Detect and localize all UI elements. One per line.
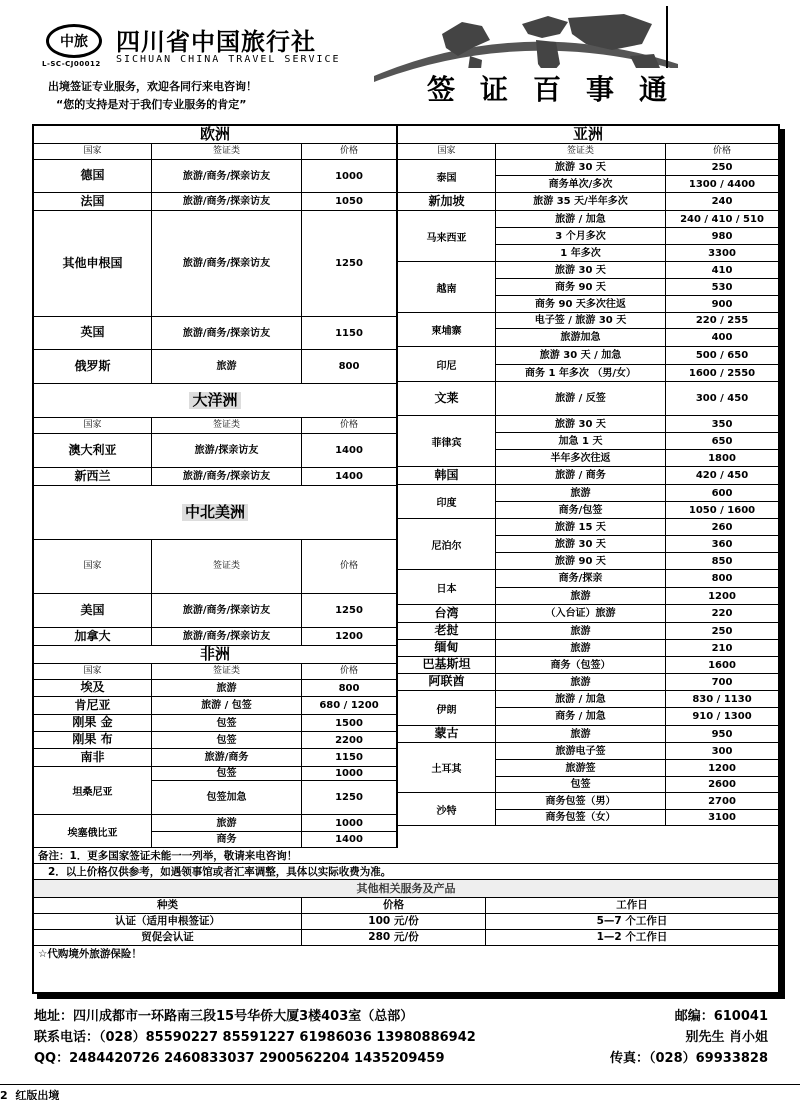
- visa-price: 800: [338, 361, 360, 372]
- page-number: 2: [0, 1089, 8, 1100]
- section-title-europe: [34, 126, 396, 144]
- visa-type: 旅游: [152, 350, 302, 383]
- column-divider: [396, 126, 398, 848]
- section-title-namerica-cell: [34, 486, 396, 539]
- note-1: 备注：1．更多国家签证未能一一列举，敬请来电咨询！: [34, 848, 778, 864]
- notes-section: [34, 848, 778, 962]
- visa-price: 530: [711, 281, 733, 293]
- phone-numbers: 联系电话：（028）85590227 85591227 61986036 13980886942: [34, 1030, 476, 1045]
- visa-type: 商务包签（男）: [496, 793, 666, 809]
- header-country: 国家: [34, 664, 152, 679]
- visa-price: 1000: [335, 817, 363, 829]
- svc-type: 贸促会认证: [34, 930, 302, 945]
- visa-price: 210: [711, 642, 733, 654]
- visa-type: 商务 90 天: [496, 279, 666, 295]
- country-name: 俄罗斯: [34, 350, 152, 383]
- table-row: [398, 657, 778, 674]
- visa-type: 旅游/商务/探亲访友: [152, 628, 302, 645]
- svc-type: 认证（适用申根签证）: [34, 914, 302, 929]
- section-title-asia-text: 亚洲: [572, 126, 603, 143]
- section-title-asia: [398, 126, 778, 144]
- country-name: 其他申根国: [34, 211, 152, 316]
- country-name: 新西兰: [34, 468, 152, 485]
- visa-price: 420 / 450: [695, 470, 749, 481]
- page-title: 签证百事通: [423, 68, 696, 108]
- column-header-row: [34, 144, 396, 160]
- visa-type: 旅游 30 天: [496, 160, 666, 175]
- contact-persons: 别先生 肖小姐: [685, 1030, 768, 1045]
- visa-type: 包签: [152, 767, 302, 780]
- visa-price: 850: [711, 555, 733, 567]
- svc-header-days: 工作日: [616, 898, 648, 911]
- section-title-europe-text: 欧洲: [199, 126, 230, 143]
- svc-days: 1—2 个工作日: [596, 930, 668, 943]
- visa-price: 300: [711, 745, 733, 757]
- visa-price: 2700: [708, 795, 736, 807]
- country-name: 尼泊尔: [398, 519, 496, 570]
- visa-type: 1 年多次: [496, 245, 666, 261]
- country-name: 刚果 金: [34, 715, 152, 731]
- visa-type: 商务/探亲: [496, 570, 666, 587]
- visa-type: 包签: [152, 732, 302, 748]
- visa-price: 1500: [335, 717, 363, 729]
- visa-price: 1200: [708, 762, 736, 774]
- visa-price: 950: [711, 728, 733, 740]
- table-row: [34, 468, 396, 486]
- country-name: 泰国: [398, 160, 496, 193]
- country-name: 菲律宾: [398, 416, 496, 467]
- section-title-africa-text: 非洲: [199, 646, 230, 663]
- visa-price: 700: [711, 676, 733, 688]
- visa-price: 1000: [335, 768, 363, 779]
- table-row: [34, 160, 396, 193]
- country-name: 蒙古: [398, 726, 496, 742]
- country-name: 坦桑尼亚: [34, 767, 152, 815]
- section-title-asia-cell: [398, 126, 778, 143]
- table-row: [398, 640, 778, 657]
- header-visa-type: 签证类: [152, 664, 302, 679]
- visa-type: 商务 1 年多次 （男/女）: [496, 365, 666, 381]
- visa-price: 240 / 410 / 510: [680, 213, 764, 225]
- visa-type: 商务 90 天多次往返: [496, 296, 666, 312]
- visa-price: 350: [711, 418, 733, 430]
- visa-price: 250: [711, 625, 733, 637]
- table-row: [34, 350, 396, 384]
- visa-type: 旅游 30 天: [496, 262, 666, 278]
- country-name: 日本: [398, 570, 496, 605]
- visa-price: 1200: [335, 631, 363, 642]
- header-country: 国家: [34, 540, 152, 593]
- license-number: L-SC-CJ00012: [42, 60, 101, 68]
- header-country: 国家: [34, 144, 152, 159]
- visa-price-grid: [34, 126, 778, 848]
- visa-price: 3100: [708, 812, 736, 823]
- table-row: [398, 674, 778, 691]
- visa-price: 980: [711, 230, 733, 242]
- table-row: [34, 680, 396, 697]
- visa-type: 旅游/商务/探亲访友: [152, 211, 302, 316]
- visa-type: 旅游: [152, 815, 302, 831]
- visa-price: 260: [711, 521, 733, 533]
- header-price: 价格: [712, 145, 731, 156]
- table-row: [34, 434, 396, 468]
- visa-price: 1600: [708, 659, 736, 671]
- table-row: [398, 623, 778, 640]
- country-name: 越南: [398, 262, 496, 313]
- visa-type: 包签: [152, 715, 302, 731]
- visa-type: 旅游 / 包签: [152, 697, 302, 714]
- svc-header-type: 种类: [34, 898, 302, 913]
- page-footer: [0, 1087, 59, 1100]
- page-header: [0, 0, 800, 125]
- table-row: [34, 697, 396, 715]
- visa-type: 旅游 15 天: [496, 519, 666, 535]
- column-header-row: [34, 540, 396, 594]
- table-row: [398, 193, 778, 211]
- table-row: [34, 211, 396, 317]
- country-name: 埃塞俄比亚: [34, 815, 152, 848]
- country-name: 肯尼亚: [34, 697, 152, 714]
- country-name: 南非: [34, 749, 152, 766]
- visa-type: 旅游电子签: [496, 743, 666, 759]
- column-header-row: [34, 418, 396, 434]
- visa-price: 1800: [708, 452, 736, 464]
- visa-price: 1150: [335, 327, 363, 339]
- country-name: 埃及: [34, 680, 152, 696]
- visa-price: 1400: [335, 471, 363, 482]
- visa-price: 410: [711, 264, 733, 276]
- visa-price: 3300: [708, 247, 736, 259]
- visa-price: 650: [711, 435, 733, 447]
- visa-price: 220 / 255: [695, 315, 749, 326]
- country-name: 新加坡: [398, 193, 496, 210]
- header-visa-type: 签证类: [152, 144, 302, 159]
- visa-type: 旅游 / 加急: [496, 691, 666, 707]
- visa-type: 旅游/商务/探亲访友: [152, 317, 302, 349]
- note-2: 2．以上价格仅供参考，如遇领事馆或者汇率调整，具体以实际收费为准。: [34, 864, 778, 880]
- visa-price: 2600: [708, 779, 736, 790]
- contact-footer: [34, 1006, 794, 1069]
- visa-type: 旅游 90 天: [496, 553, 666, 569]
- service-row: [34, 914, 778, 930]
- section-title-oceania-text: 大洋洲: [189, 392, 240, 409]
- postcode: 邮编：610041: [674, 1009, 768, 1024]
- country-name: 文莱: [398, 382, 496, 415]
- visa-type: 旅游/商务/探亲访友: [152, 160, 302, 192]
- svc-header-price: 价格: [302, 898, 486, 913]
- table-row: [34, 317, 396, 350]
- table-row: [398, 726, 778, 743]
- visa-price: 1050: [335, 196, 363, 207]
- visa-type: 旅游加急: [496, 329, 666, 346]
- visa-type: 商务/包签: [496, 502, 666, 518]
- visa-type: 电子签 / 旅游 30 天: [496, 313, 666, 328]
- visa-price: 1400: [335, 445, 363, 456]
- company-name-cn: 四川省中国旅行社: [116, 27, 316, 56]
- visa-type: 旅游: [496, 640, 666, 656]
- country-name: 沙特: [398, 793, 496, 826]
- country-name: 印度: [398, 485, 496, 519]
- visa-type: 半年多次往返: [496, 450, 666, 466]
- country-name: 阿联酋: [398, 674, 496, 690]
- header-visa-type: 签证类: [496, 144, 666, 159]
- visa-type: 商务（包签）: [496, 657, 666, 673]
- visa-type: 旅游/商务: [152, 749, 302, 766]
- visa-type: 旅游/商务/探亲访友: [152, 594, 302, 627]
- visa-type: 商务单次/多次: [496, 176, 666, 192]
- visa-type: 旅游/探亲访友: [152, 434, 302, 467]
- visa-price: 250: [711, 162, 733, 173]
- section-title-oceania-cell: [34, 384, 396, 417]
- visa-type: 旅游: [496, 726, 666, 742]
- visa-type: 3 个月多次: [496, 228, 666, 244]
- table-row: [34, 594, 396, 628]
- svc-price: 100 元/份: [302, 914, 486, 929]
- visa-type: 商务: [152, 832, 302, 847]
- header-country: 国家: [34, 418, 152, 433]
- header-visa-type: 签证类: [152, 540, 302, 593]
- country-name: 英国: [34, 317, 152, 349]
- tagline-2: “您的支持是对于我们专业服务的肯定”: [56, 98, 247, 111]
- visa-type: 旅游 30 天: [496, 536, 666, 552]
- visa-price: 1000: [335, 170, 363, 182]
- header-visa-type: 签证类: [152, 418, 302, 433]
- visa-price: 1250: [335, 792, 363, 803]
- country-name: 伊朗: [398, 691, 496, 726]
- column-header-row: [34, 664, 396, 680]
- visa-price: 1150: [335, 752, 363, 763]
- visa-type: 旅游 35 天/半年多次: [496, 193, 666, 210]
- section-title-namerica-text: 中北美洲: [182, 504, 248, 521]
- visa-price: 400: [711, 332, 733, 343]
- table-row: [34, 628, 396, 646]
- header-price: 价格: [339, 419, 358, 430]
- visa-price: 1600 / 2550: [688, 367, 756, 379]
- country-name: 土耳其: [398, 743, 496, 793]
- visa-price: 500 / 650: [695, 350, 749, 361]
- visa-type: 旅游 / 加急: [496, 211, 666, 227]
- svc-price: 280 元/份: [302, 930, 486, 945]
- visa-type: 旅游: [496, 588, 666, 604]
- country-name: 美国: [34, 594, 152, 627]
- visa-type: （入台证）旅游: [496, 605, 666, 622]
- visa-price: 2200: [335, 734, 363, 746]
- visa-type: 旅游 / 商务: [496, 467, 666, 484]
- table-row: [398, 467, 778, 485]
- section-title-namerica: [34, 486, 396, 540]
- tagline-1: 出境签证专业服务，欢迎各同行来电咨询！: [48, 80, 257, 93]
- table-row: [398, 382, 778, 416]
- visa-price: 1300 / 4400: [688, 178, 756, 190]
- visa-price: 800: [338, 682, 360, 694]
- visa-price: 300 / 450: [695, 393, 749, 404]
- visa-type: 旅游/商务/探亲访友: [152, 468, 302, 485]
- visa-type: 旅游: [496, 485, 666, 501]
- country-name: 加拿大: [34, 628, 152, 645]
- insurance-note: ☆代购境外旅游保险！: [38, 948, 142, 960]
- table-row: [34, 715, 396, 732]
- visa-price: 830 / 1130: [692, 693, 752, 705]
- section-title-africa-cell: [34, 646, 396, 663]
- fax-number: 传真：（028）69933828: [610, 1051, 768, 1066]
- country-name: 德国: [34, 160, 152, 192]
- visa-type: 旅游 30 天: [496, 416, 666, 432]
- table-row: [398, 605, 778, 623]
- company-logo: [46, 24, 102, 58]
- visa-type: 旅游 / 反签: [496, 382, 666, 415]
- visa-price: 1250: [335, 605, 363, 616]
- visa-type: 包签: [496, 777, 666, 792]
- country-name: 澳大利亚: [34, 434, 152, 467]
- visa-price: 1400: [335, 834, 363, 845]
- services-title: 其他相关服务及产品: [34, 880, 778, 898]
- visa-price: 1250: [335, 258, 363, 269]
- visa-type: 旅游 30 天 / 加急: [496, 347, 666, 364]
- column-header-row: [398, 144, 778, 160]
- section-name: 红版出境: [15, 1089, 60, 1100]
- svc-days: 5—7 个工作日: [596, 914, 668, 927]
- visa-price: 900: [711, 298, 733, 310]
- visa-type: 旅游: [152, 680, 302, 696]
- header-price: 价格: [339, 560, 358, 571]
- visa-price: 240: [711, 196, 733, 207]
- visa-type: 加急 1 天: [496, 433, 666, 449]
- country-name: 印尼: [398, 347, 496, 382]
- visa-type: 旅游: [496, 623, 666, 639]
- country-name: 马来西亚: [398, 211, 496, 262]
- header-price: 价格: [339, 145, 358, 156]
- visa-price: 680 / 1200: [319, 700, 379, 711]
- visa-price: 220: [711, 608, 733, 619]
- header-price: 价格: [339, 665, 358, 676]
- visa-price-panel: [32, 124, 780, 994]
- visa-price: 1050 / 1600: [688, 504, 756, 516]
- section-title-europe-cell: [34, 126, 396, 143]
- visa-price: 910 / 1300: [692, 711, 752, 722]
- logo-text: 中旅: [60, 34, 88, 50]
- visa-price: 360: [711, 538, 733, 550]
- qq-numbers: QQ：2484420726 2460833037 2900562204 1435209459: [34, 1051, 445, 1066]
- visa-type: 旅游签: [496, 760, 666, 776]
- visa-price: 600: [711, 487, 733, 499]
- company-name-en: SICHUAN CHINA TRAVEL SERVICE: [116, 54, 341, 65]
- visa-type: 旅游/商务/探亲访友: [152, 193, 302, 210]
- country-name: 法国: [34, 193, 152, 210]
- visa-type: 旅游: [496, 674, 666, 690]
- visa-price: 800: [711, 573, 733, 584]
- country-name: 柬埔寨: [398, 313, 496, 347]
- visa-type: 商务包签（女）: [496, 810, 666, 825]
- table-row: [34, 193, 396, 211]
- country-name: 韩国: [398, 467, 496, 484]
- country-name: 巴基斯坦: [398, 657, 496, 673]
- table-row: [34, 749, 396, 767]
- visa-price: 1200: [708, 590, 736, 602]
- country-name: 刚果 布: [34, 732, 152, 748]
- country-name: 台湾: [398, 605, 496, 622]
- section-title-africa: [34, 646, 396, 664]
- header-country: 国家: [398, 144, 496, 159]
- country-name: 老挝: [398, 623, 496, 639]
- section-title-oceania: [34, 384, 396, 418]
- service-row: [34, 930, 778, 946]
- visa-type: 包签加急: [152, 781, 302, 814]
- country-name: 缅甸: [398, 640, 496, 656]
- visa-type: 商务 / 加急: [496, 708, 666, 725]
- services-header-row: [34, 898, 778, 914]
- bottom-rule: [0, 1084, 800, 1085]
- table-row: [34, 732, 396, 749]
- address: 地址：四川成都市一环路南三段15号华侨大厦3楼403室（总部）: [34, 1009, 414, 1024]
